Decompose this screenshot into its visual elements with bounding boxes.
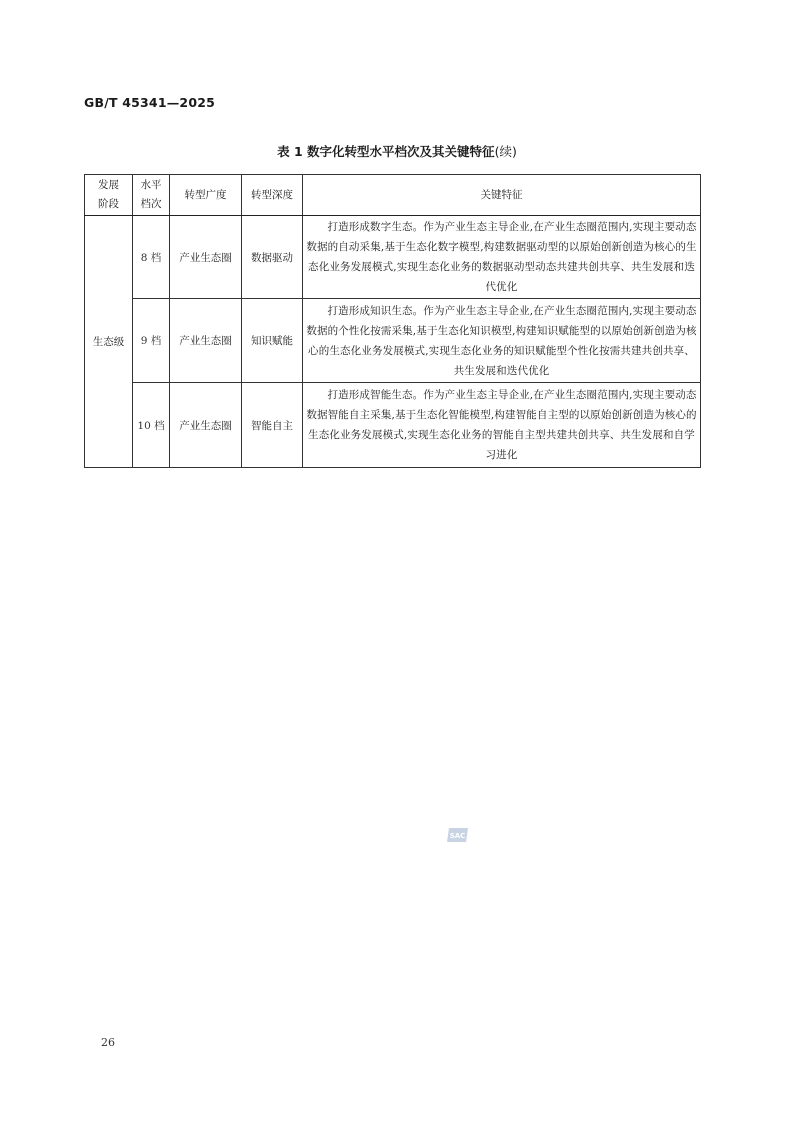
column-header-features: 关键特征 [303, 175, 701, 216]
breadth-cell: 产业生态圈 [170, 383, 242, 468]
depth-cell: 数据驱动 [242, 216, 303, 299]
features-cell [303, 299, 701, 383]
depth-cell: 知识赋能 [242, 299, 303, 383]
column-header-depth: 转型深度 [242, 175, 303, 216]
level-cell: 10 档 [133, 383, 170, 468]
features-cell [303, 216, 701, 299]
column-header-level: 水平 档次 [133, 175, 170, 216]
features-text: 打造形成智能生态。作为产业生态主导企业,在产业生态圈范围内,实现主要动态数据智能自主采集,基于生态化智能模型,构建智能自主型的以原始创新创造为核心的生态化业务发展模式,实现生态化业务的智能自主型共建共创共享、共生发展和自学习进化 [306, 389, 697, 461]
watermark-text: SAC [449, 832, 466, 840]
column-header-breadth: 转型广度 [170, 175, 242, 216]
features-table [84, 174, 701, 468]
breadth-cell: 产业生态圈 [170, 216, 242, 299]
depth-cell: 智能自主 [242, 383, 303, 468]
page-number: 26 [101, 1036, 115, 1049]
breadth-cell: 产业生态圈 [170, 299, 242, 383]
level-cell: 8 档 [133, 216, 170, 299]
sac-watermark-icon [446, 826, 470, 844]
table-header-row [85, 175, 701, 216]
table-title-text: 表 1 数字化转型水平档次及其关键特征 [277, 144, 495, 159]
table-row [85, 383, 701, 468]
table-row [85, 216, 701, 299]
standard-code: GB/T 45341—2025 [84, 95, 216, 110]
stage-cell: 生态级 [85, 216, 133, 468]
table-title [0, 142, 794, 160]
features-text: 打造形成数字生态。作为产业生态主导企业,在产业生态圈范围内,实现主要动态数据的自动采集,基于生态化数字模型,构建数据驱动型的以原始创新创造为核心的生态化业务发展模式,实现生态化业务的数据驱动型动态共建共创共享、共生发展和迭代优化 [306, 221, 697, 293]
features-cell [303, 383, 701, 468]
column-header-stage: 发展 阶段 [85, 175, 133, 216]
level-cell: 9 档 [133, 299, 170, 383]
features-text: 打造形成知识生态。作为产业生态主导企业,在产业生态圈范围内,实现主要动态数据的个性化按需采集,基于生态化知识模型,构建知识赋能型的以原始创新创造为核心的生态化业务发展模式,实现生态化业务的知识赋能型个性化按需共建共创共享、共生发展和迭代优化 [306, 304, 697, 377]
table-title-continued: (续) [494, 144, 517, 159]
table-row [85, 299, 701, 383]
